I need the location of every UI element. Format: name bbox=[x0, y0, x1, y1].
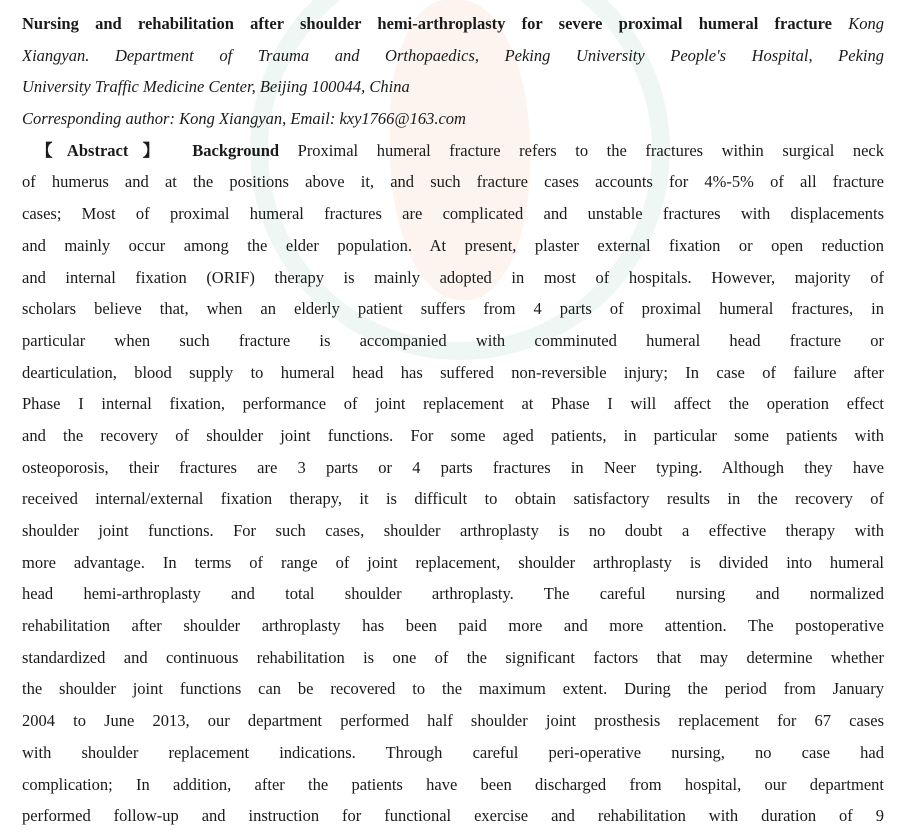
affiliation-line-2: University Traffic Medicine Center, Beijing 100044, China bbox=[22, 77, 410, 97]
abstract-line: with shoulder replacement indications. Through careful peri-operative nursing, no case had bbox=[22, 742, 884, 762]
article-title: Nursing and rehabilitation after shoulder hemi-arthroplasty for severe proximal humeral fracture bbox=[22, 14, 832, 33]
corresponding-author: Corresponding author: Kong Xiangyan, Email: kxy1766@163.com bbox=[22, 109, 466, 129]
abstract-line: shoulder joint functions. For such cases, shoulder arthroplasty is no doubt a effective therapy with bbox=[22, 521, 884, 540]
abstract-body bbox=[22, 166, 884, 831]
author-name-start: Kong bbox=[848, 14, 884, 33]
abstract-line: of humerus and at the positions above it, and such fracture cases accounts for 4%-5% of all fracture bbox=[22, 172, 884, 192]
abstract-line: osteoporosis, their fractures are 3 parts or 4 parts fractures in Neer typing. Although they have bbox=[22, 457, 884, 477]
abstract-line: standardized and continuous rehabilitation is one of the significant factors that may determine whether bbox=[22, 647, 884, 667]
abstract-line: more advantage. In terms of range of joint replacement, shoulder arthroplasty is divided into humeral bbox=[22, 552, 884, 572]
abstract-first-line bbox=[22, 135, 884, 167]
abstract-line: and internal fixation (ORIF) therapy is mainly adopted in most of hospitals. However, majority of bbox=[22, 267, 884, 287]
title-line bbox=[22, 8, 884, 40]
affiliation-line-1: Xiangyan. Department of Trauma and Orthopaedics, Peking University People's Hospital, Peking bbox=[22, 45, 884, 65]
abstract-text: Proximal humeral fracture refers to the fractures within surgical neck bbox=[297, 140, 884, 160]
abstract-line: and mainly occur among the elder population. At present, plaster external fixation or open reduction bbox=[22, 235, 884, 255]
abstract-line: dearticulation, blood supply to humeral head has suffered non-reversible injury; In case of failure after bbox=[22, 362, 884, 382]
abstract-label: 【Abstract】 bbox=[36, 140, 174, 160]
abstract-line: rehabilitation after shoulder arthroplasty has been paid more and more attention. The postoperative bbox=[22, 616, 884, 636]
abstract-line: scholars believe that, when an elderly patient suffers from 4 parts of proximal humeral fractures, in bbox=[22, 299, 884, 319]
abstract-line: the shoulder joint functions can be recovered to the maximum extent. During the period from January bbox=[22, 679, 884, 699]
abstract-line: received internal/external fixation therapy, it is difficult to obtain satisfactory results in the recovery of bbox=[22, 489, 884, 509]
section-label: Background bbox=[192, 140, 280, 160]
abstract-line: head hemi-arthroplasty and total shoulder arthroplasty. The careful nursing and normalized bbox=[22, 584, 884, 604]
abstract-line: and the recovery of shoulder joint functions. For some aged patients, in particular some patients with bbox=[22, 425, 884, 445]
abstract-line: cases; Most of proximal humeral fractures are complicated and unstable fractures with displacements bbox=[22, 204, 884, 224]
abstract-line: particular when such fracture is accompanied with comminuted humeral head fracture or bbox=[22, 330, 884, 350]
abstract-line: performed follow-up and instruction for functional exercise and rehabilitation with duration of 9 bbox=[22, 806, 884, 826]
abstract-line: 2004 to June 2013, our department performed half shoulder joint prosthesis replacement for 67 cases bbox=[22, 711, 884, 731]
abstract-line: complication; In addition, after the patients have been discharged from hospital, our department bbox=[22, 774, 884, 794]
abstract-line: Phase I internal fixation, performance of joint replacement at Phase I will affect the operation effect bbox=[22, 394, 884, 414]
document-page bbox=[22, 8, 884, 832]
